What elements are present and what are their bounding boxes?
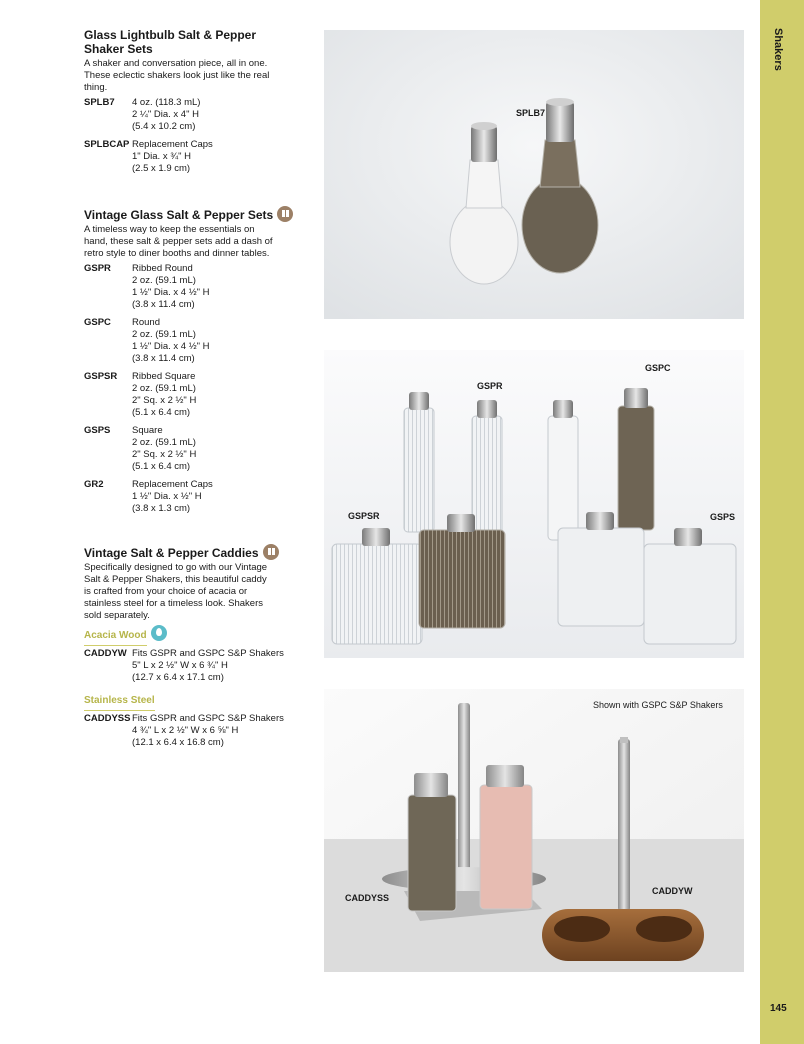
description-line: stainless steel for a timeless look. Shakers (84, 598, 263, 609)
spec-line: (3.8 x 11.4 cm) (132, 353, 195, 364)
lightbulb-title-line1: Glass Lightbulb Salt & Pepper (84, 28, 257, 42)
vintage-title (84, 206, 300, 222)
photo-label-caddyw: CADDYW (652, 886, 693, 896)
item-code: CADDYSS (84, 713, 131, 724)
description-line: A timeless way to keep the essentials on (84, 224, 255, 235)
description-line: retro style to diner booths and dinner tables. (84, 248, 270, 259)
page-number: 145 (770, 1003, 787, 1014)
item-code: GSPSR (84, 371, 118, 382)
vintage-title-text: Vintage Glass Salt & Pepper Sets (84, 208, 274, 222)
spec-line: 4 oz. (118.3 mL) (132, 97, 201, 108)
spec-line: Replacement Caps (132, 139, 213, 150)
spec-line: 2 oz. (59.1 mL) (132, 383, 196, 394)
description-line: is crafted from your choice of acacia or (84, 586, 248, 597)
photo-label-caddyss: CADDYSS (345, 893, 390, 903)
spec-line: 2 oz. (59.1 mL) (132, 275, 196, 286)
lightbulb-shakers-photo (324, 30, 744, 319)
spec-line: 1 ½" Dia. x ½" H (132, 491, 202, 502)
photo-label-gsps: GSPS (710, 512, 736, 522)
section-sidebar (760, 0, 804, 1044)
description-line: Specifically designed to go with our Vintage (84, 562, 268, 573)
spec-item (84, 139, 300, 175)
spec-line: Ribbed Round (132, 263, 193, 274)
lightbulb-section (84, 28, 300, 181)
description-line: A shaker and conversation piece, all in one. (84, 58, 268, 69)
photo-caption: Shown with GSPC S&P Shakers (593, 700, 723, 710)
spec-line: (12.7 x 6.4 x 17.1 cm) (132, 672, 224, 683)
spec-line: (5.4 x 10.2 cm) (132, 121, 196, 132)
vintage-shakers-photo (324, 350, 744, 658)
section-label: Shakers (772, 28, 784, 71)
caddies-title-text: Vintage Salt & Pepper Caddies (84, 546, 259, 560)
book-icon (263, 544, 279, 560)
vintage-section (84, 206, 300, 521)
spec-line: Fits GSPR and GSPC S&P Shakers (132, 713, 284, 724)
spec-item (84, 648, 300, 684)
caddies-description (84, 562, 300, 622)
spec-item (84, 263, 300, 311)
spec-line: 2" Sq. x 2 ½" H (132, 395, 197, 406)
spec-line: 2 ¼" Dia. x 4" H (132, 109, 199, 120)
item-code: GSPC (84, 317, 111, 328)
description-line: sold separately. (84, 610, 150, 621)
spec-line: Round (132, 317, 160, 328)
spec-line: (2.5 x 1.9 cm) (132, 163, 191, 174)
spec-item (84, 317, 300, 365)
photo-label: SPLB7 (516, 108, 546, 118)
item-code: CADDYW (84, 648, 127, 659)
lightbulb-title (84, 28, 300, 56)
spec-line: (5.1 x 6.4 cm) (132, 407, 191, 418)
lightbulb-description (84, 58, 300, 94)
spec-line: (5.1 x 6.4 cm) (132, 461, 191, 472)
acacia-subhead: Acacia Wood (84, 628, 147, 646)
book-icon (277, 206, 293, 222)
spec-item (84, 479, 300, 515)
spec-line: 1" Dia. x ¾" H (132, 151, 192, 162)
spec-item (84, 425, 300, 473)
spec-line: Ribbed Square (132, 371, 196, 382)
spec-item (84, 97, 300, 133)
lightbulb-title-line2: Shaker Sets (84, 42, 153, 56)
caddies-section (84, 544, 300, 755)
spec-item (84, 371, 300, 419)
description-line: thing. (84, 82, 108, 93)
description-line: Salt & Pepper Shakers, this beautiful caddy (84, 574, 267, 585)
spec-line: Fits GSPR and GSPC S&P Shakers (132, 648, 284, 659)
caddies-title (84, 544, 300, 560)
photo-label-gspsr: GSPSR (348, 511, 380, 521)
steel-subhead: Stainless Steel (84, 693, 155, 711)
spec-line: 1 ½" Dia. x 4 ½" H (132, 341, 210, 352)
spec-line: 2 oz. (59.1 mL) (132, 329, 196, 340)
spec-line: (3.8 x 11.4 cm) (132, 299, 195, 310)
caddies-photo (324, 689, 744, 972)
spec-line: Replacement Caps (132, 479, 213, 490)
spec-line: 4 ¾" L x 2 ½" W x 6 ⅝" H (132, 725, 239, 736)
spec-line: (12.1 x 6.4 x 16.8 cm) (132, 737, 224, 748)
spec-line: 5" L x 2 ½" W x 6 ¾" H (132, 660, 228, 671)
spec-line: 2" Sq. x 2 ½" H (132, 449, 197, 460)
item-code: GSPR (84, 263, 111, 274)
spec-line: 1 ½" Dia. x 4 ½" H (132, 287, 210, 298)
photo-label-gspc: GSPC (645, 363, 671, 373)
spec-item (84, 713, 300, 749)
vintage-description (84, 224, 300, 260)
item-code: GSPS (84, 425, 111, 436)
item-code: SPLB7 (84, 97, 115, 108)
item-code: SPLBCAP (84, 139, 130, 150)
description-line: hand, these salt & pepper sets add a dash of (84, 236, 273, 247)
item-code: GR2 (84, 479, 104, 490)
water-drop-icon (151, 625, 167, 641)
photo-label-gspr: GSPR (477, 381, 503, 391)
spec-line: (3.8 x 1.3 cm) (132, 503, 191, 514)
spec-line: 2 oz. (59.1 mL) (132, 437, 196, 448)
spec-line: Square (132, 425, 163, 436)
description-line: These eclectic shakers look just like the real (84, 70, 270, 81)
